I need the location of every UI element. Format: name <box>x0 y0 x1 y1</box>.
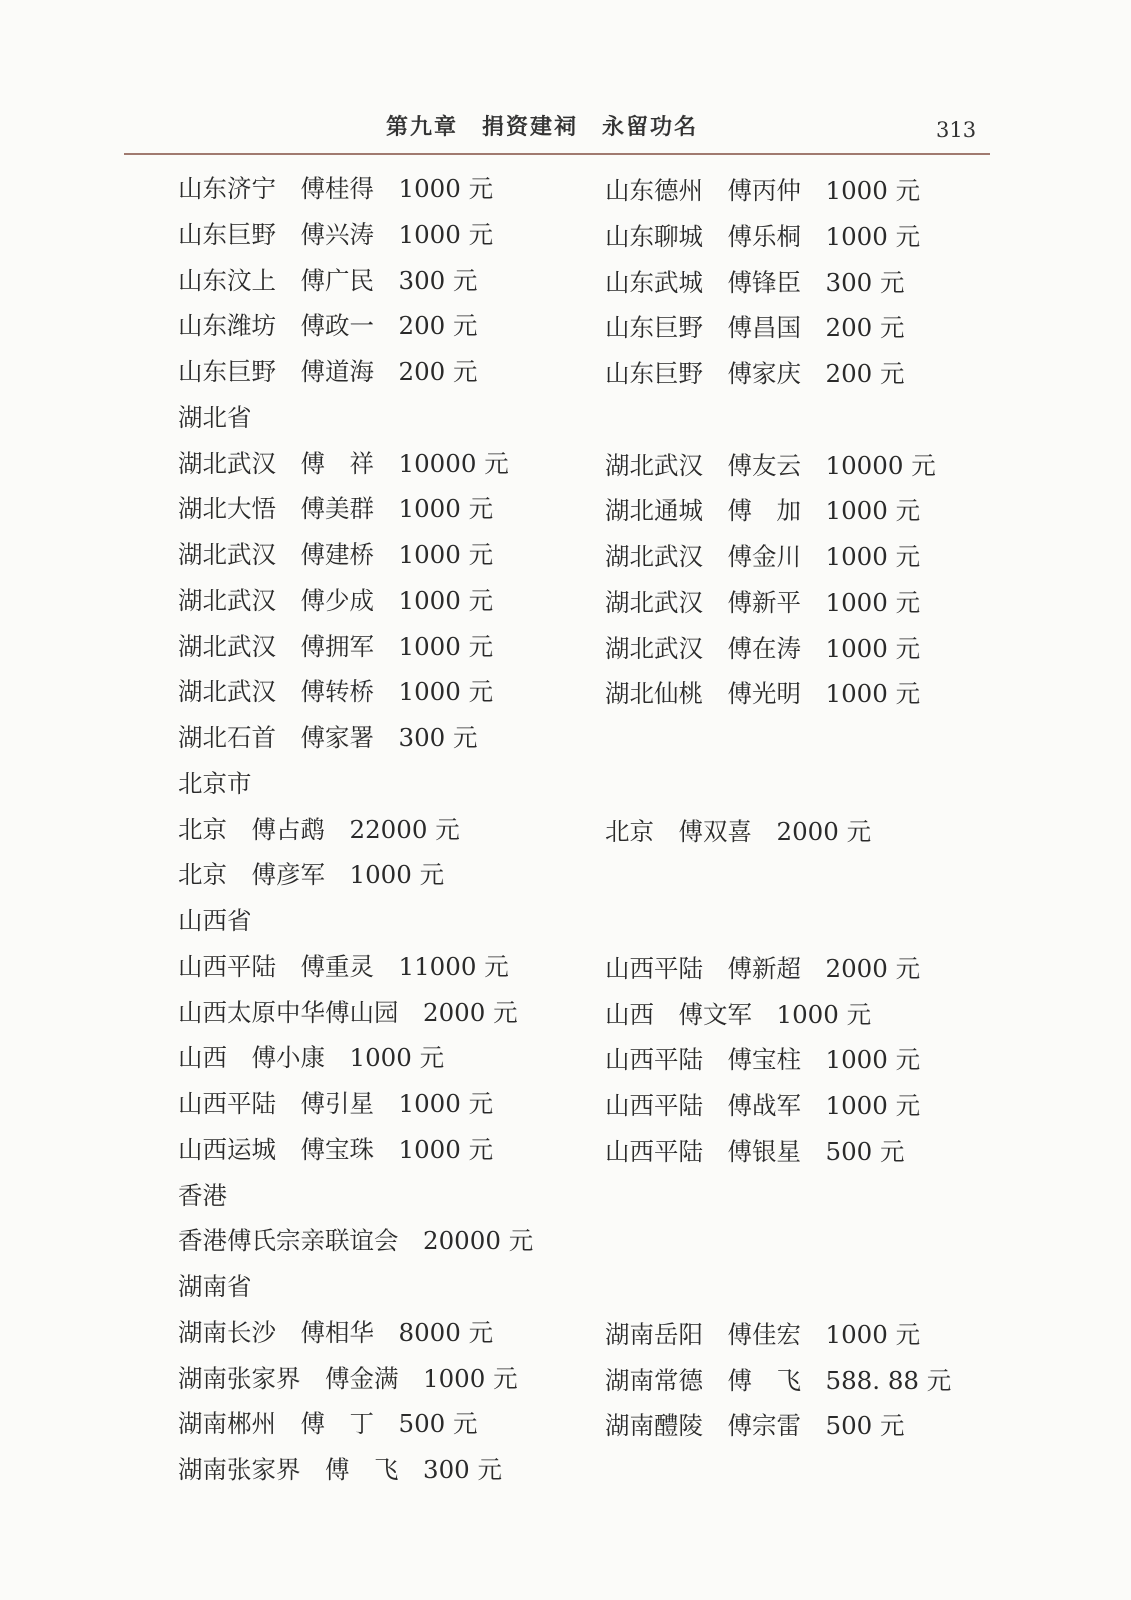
donor-name: 傅宝柱 <box>727 1045 801 1075</box>
donor-entry <box>605 1043 920 1077</box>
donor-place: 山西平陆 <box>178 1089 276 1118</box>
donor-entry <box>605 1364 951 1398</box>
donor-place: 山东巨野 <box>178 357 276 386</box>
donor-row <box>178 1453 978 1499</box>
donor-entry <box>178 1224 533 1258</box>
donor-amount: 8000 元 <box>398 1317 494 1347</box>
donor-name: 傅转桥 <box>300 677 374 707</box>
donor-row <box>178 813 978 859</box>
donor-entry <box>605 1409 905 1443</box>
donor-entry <box>605 449 936 483</box>
donor-name: 傅丙仲 <box>727 176 801 205</box>
donor-place: 山东聊城 <box>605 221 703 251</box>
donor-place: 香港傅氏宗亲联谊会 <box>178 1226 399 1256</box>
donor-amount: 300 元 <box>398 265 478 295</box>
donor-row <box>178 675 978 721</box>
donor-amount: 1000 元 <box>398 494 494 524</box>
donor-entry <box>178 1453 502 1487</box>
donor-entry <box>178 218 493 252</box>
donor-place: 山西平陆 <box>178 951 276 981</box>
donor-place: 湖北武汉 <box>178 677 276 707</box>
donor-entry <box>178 172 493 206</box>
donor-amount: 1000 元 <box>825 633 921 663</box>
donor-place: 湖北通城 <box>605 496 703 526</box>
donor-place: 湖北武汉 <box>178 585 276 615</box>
donor-entry <box>178 950 509 984</box>
donor-row <box>178 492 978 538</box>
donor-name: 傅 飞 <box>325 1455 399 1484</box>
donor-entry <box>178 996 518 1030</box>
donor-name: 傅家署 <box>300 723 374 752</box>
donor-amount: 300 元 <box>398 723 478 752</box>
donor-amount: 300 元 <box>423 1455 503 1484</box>
region-heading: 山西省 <box>178 906 252 935</box>
donor-amount: 1000 元 <box>825 176 921 205</box>
donor-place: 湖南常德 <box>605 1365 703 1395</box>
donor-row <box>178 447 978 493</box>
donor-entry <box>605 815 871 849</box>
donor-amount: 1000 元 <box>776 999 872 1029</box>
chapter-title: 第九章 捐资建祠 永留功名 <box>386 114 699 140</box>
donor-entry <box>605 540 920 574</box>
donor-place: 山东巨野 <box>605 313 703 343</box>
donor-entry <box>178 1087 493 1121</box>
donor-place: 山东巨野 <box>178 219 276 249</box>
donor-amount: 1000 元 <box>825 496 921 526</box>
donor-entry <box>605 174 920 208</box>
donor-place: 湖北武汉 <box>605 587 703 617</box>
donor-name: 傅建桥 <box>300 540 374 569</box>
donor-entry <box>178 1407 478 1441</box>
donor-amount: 1000 元 <box>398 174 494 203</box>
donor-amount: 1000 元 <box>423 1363 518 1393</box>
donor-amount: 500 元 <box>398 1409 478 1439</box>
donor-amount: 2000 元 <box>825 953 921 983</box>
donor-name: 傅文军 <box>678 999 752 1029</box>
donor-row <box>178 721 978 767</box>
donor-row <box>178 950 978 996</box>
donor-amount: 20000 元 <box>423 1226 534 1256</box>
donor-place: 湖北武汉 <box>605 450 703 480</box>
donor-row <box>178 1362 978 1408</box>
donor-name: 傅金满 <box>325 1363 399 1393</box>
donor-entry <box>605 677 920 711</box>
donor-amount: 200 元 <box>825 359 905 388</box>
donor-place: 北京 <box>178 860 227 890</box>
donor-place: 山西 <box>178 1043 227 1073</box>
donor-place: 湖北大悟 <box>178 494 276 524</box>
donor-place: 湖北石首 <box>178 723 276 752</box>
donor-name: 傅光明 <box>727 679 801 709</box>
donor-row <box>178 630 978 676</box>
donor-amount: 1000 元 <box>349 1043 445 1073</box>
donor-entry <box>178 538 493 572</box>
donor-name: 傅宝珠 <box>300 1134 374 1164</box>
donor-name: 傅彦军 <box>251 860 325 890</box>
donor-name: 傅政一 <box>300 311 374 341</box>
donor-name: 傅 丁 <box>300 1409 374 1439</box>
donor-amount: 200 元 <box>398 311 478 341</box>
donor-name: 傅美群 <box>300 494 374 524</box>
donor-row <box>178 858 978 904</box>
donor-amount: 500 元 <box>825 1411 905 1441</box>
donor-entry <box>178 813 460 847</box>
donor-place: 山东巨野 <box>605 359 703 388</box>
donor-name: 傅 祥 <box>300 448 374 478</box>
donor-amount: 200 元 <box>398 357 478 386</box>
donor-name: 傅 飞 <box>727 1365 801 1395</box>
donor-amount: 2000 元 <box>423 997 518 1027</box>
donor-place: 湖南张家界 <box>178 1455 301 1484</box>
donor-amount: 1000 元 <box>349 860 445 890</box>
donor-amount: 1000 元 <box>398 540 494 569</box>
donor-place: 山东潍坊 <box>178 311 276 341</box>
region-heading-row <box>178 1179 978 1225</box>
region-heading-row <box>178 904 978 950</box>
donor-name: 傅道海 <box>300 357 374 386</box>
donor-place: 山西平陆 <box>605 1136 703 1166</box>
donor-entry <box>605 357 905 391</box>
donor-place: 湖南张家界 <box>178 1363 301 1393</box>
donor-amount: 588. 88 元 <box>825 1365 952 1395</box>
donor-row <box>178 172 978 218</box>
donor-entry <box>605 632 920 666</box>
donor-entry <box>178 264 478 298</box>
donor-entry <box>178 1362 518 1396</box>
donor-place: 山东武城 <box>605 267 703 297</box>
donor-amount: 22000 元 <box>349 814 460 844</box>
donor-row <box>178 264 978 310</box>
donor-name: 傅战军 <box>727 1091 801 1120</box>
region-heading: 湖北省 <box>178 402 252 432</box>
donor-name: 傅重灵 <box>300 951 374 981</box>
donor-amount: 1000 元 <box>398 1089 494 1118</box>
donor-row <box>178 218 978 264</box>
region-heading-row <box>178 767 978 813</box>
donor-name: 傅友云 <box>727 450 801 480</box>
donor-entry <box>605 220 920 254</box>
donor-place: 湖北武汉 <box>178 540 276 569</box>
donor-entry <box>605 311 905 345</box>
donor-name: 傅家庆 <box>727 359 801 388</box>
donor-place: 山西平陆 <box>605 1091 703 1120</box>
donor-amount: 10000 元 <box>398 448 509 478</box>
donor-name: 傅锋臣 <box>727 267 801 297</box>
donor-entry <box>178 1041 444 1075</box>
donor-name: 傅桂得 <box>300 174 374 203</box>
donor-entry <box>178 309 478 343</box>
region-heading: 北京市 <box>178 768 252 798</box>
donor-row <box>178 584 978 630</box>
donor-place: 湖南醴陵 <box>605 1411 703 1441</box>
donor-amount: 1000 元 <box>398 585 494 615</box>
donor-amount: 1000 元 <box>825 221 921 251</box>
donor-place: 湖南长沙 <box>178 1317 276 1347</box>
donor-amount: 200 元 <box>825 313 905 343</box>
donor-name: 傅双喜 <box>678 816 752 846</box>
donor-row <box>178 1407 978 1453</box>
donor-place: 山西 <box>605 999 654 1029</box>
region-heading-row <box>178 401 978 447</box>
donor-name: 傅小康 <box>251 1043 325 1073</box>
donor-entry <box>605 1318 920 1352</box>
donor-name: 傅金川 <box>727 542 801 571</box>
donor-place: 山东汶上 <box>178 265 276 295</box>
donor-row <box>178 1316 978 1362</box>
donor-name: 傅昌国 <box>727 313 801 343</box>
donor-entry <box>178 492 493 526</box>
donor-amount: 500 元 <box>825 1136 905 1166</box>
donor-place: 山东济宁 <box>178 174 276 203</box>
donor-row <box>178 538 978 584</box>
donor-place: 北京 <box>605 816 654 846</box>
donor-amount: 1000 元 <box>825 679 921 709</box>
donor-place: 山西太原中华傅山园 <box>178 997 399 1027</box>
donor-place: 山西平陆 <box>605 953 703 983</box>
donor-name: 傅拥军 <box>300 631 374 661</box>
donor-place: 湖北仙桃 <box>605 679 703 709</box>
donor-place: 湖北武汉 <box>605 633 703 663</box>
donor-entry <box>605 1135 905 1169</box>
donor-amount: 1000 元 <box>825 1091 921 1120</box>
donor-place: 北京 <box>178 814 227 844</box>
donor-amount: 1000 元 <box>398 677 494 707</box>
donor-amount: 2000 元 <box>776 816 872 846</box>
donor-name: 傅宗雷 <box>727 1411 801 1441</box>
donor-amount: 300 元 <box>825 267 905 297</box>
donor-name: 傅少成 <box>300 585 374 615</box>
donor-name: 傅占鹉 <box>251 814 325 844</box>
donor-row <box>178 1087 978 1133</box>
donor-name: 傅兴涛 <box>300 219 374 249</box>
page-number: 313 <box>936 118 977 142</box>
header-rule <box>124 153 990 155</box>
donor-amount: 1000 元 <box>398 631 494 661</box>
donor-row <box>178 309 978 355</box>
donor-entry <box>605 266 905 300</box>
donor-name: 傅银星 <box>727 1136 801 1166</box>
donor-entry <box>178 858 444 892</box>
donor-place: 湖南郴州 <box>178 1409 276 1439</box>
donor-name: 傅广民 <box>300 265 374 295</box>
donor-entry <box>178 630 493 664</box>
donor-name: 傅佳宏 <box>727 1319 801 1349</box>
donor-row <box>178 1133 978 1179</box>
donor-row <box>178 355 978 401</box>
donor-row <box>178 1041 978 1087</box>
donor-place: 山西运城 <box>178 1134 276 1164</box>
donor-entry <box>178 584 493 618</box>
donor-name: 傅新平 <box>727 587 801 617</box>
donor-amount: 1000 元 <box>398 219 494 249</box>
region-heading: 香港 <box>178 1180 227 1210</box>
donor-amount: 1000 元 <box>825 1319 921 1349</box>
donor-entry <box>178 721 478 755</box>
donor-entry <box>178 355 478 389</box>
donor-list <box>178 172 978 1499</box>
donor-entry <box>178 1316 493 1350</box>
donor-place: 湖北武汉 <box>178 448 276 478</box>
donor-row <box>178 996 978 1042</box>
donor-entry <box>605 952 920 986</box>
donor-name: 傅 加 <box>727 496 801 526</box>
donor-place: 湖北武汉 <box>605 542 703 571</box>
donor-name: 傅乐桐 <box>727 221 801 251</box>
donor-name: 傅在涛 <box>727 633 801 663</box>
donor-entry <box>605 586 920 620</box>
donor-entry <box>605 1089 920 1123</box>
region-heading-row <box>178 1270 978 1316</box>
donor-entry <box>178 675 493 709</box>
donor-amount: 11000 元 <box>398 951 509 981</box>
donor-entry <box>605 998 871 1032</box>
donor-amount: 1000 元 <box>825 1045 921 1075</box>
donor-row <box>178 1224 978 1270</box>
donor-amount: 1000 元 <box>825 542 921 571</box>
donor-entry <box>178 1133 493 1167</box>
donor-amount: 1000 元 <box>398 1134 494 1164</box>
donor-place: 山西平陆 <box>605 1045 703 1075</box>
donor-place: 湖南岳阳 <box>605 1319 703 1349</box>
donor-amount: 10000 元 <box>825 450 936 480</box>
donor-name: 傅引星 <box>300 1089 374 1118</box>
region-heading: 湖南省 <box>178 1272 252 1301</box>
donor-place: 湖北武汉 <box>178 631 276 661</box>
donor-entry <box>178 447 509 481</box>
donor-entry <box>605 494 920 528</box>
donor-name: 傅新超 <box>727 953 801 983</box>
donor-amount: 1000 元 <box>825 587 921 617</box>
donor-place: 山东德州 <box>605 176 703 205</box>
donor-name: 傅相华 <box>300 1317 374 1347</box>
